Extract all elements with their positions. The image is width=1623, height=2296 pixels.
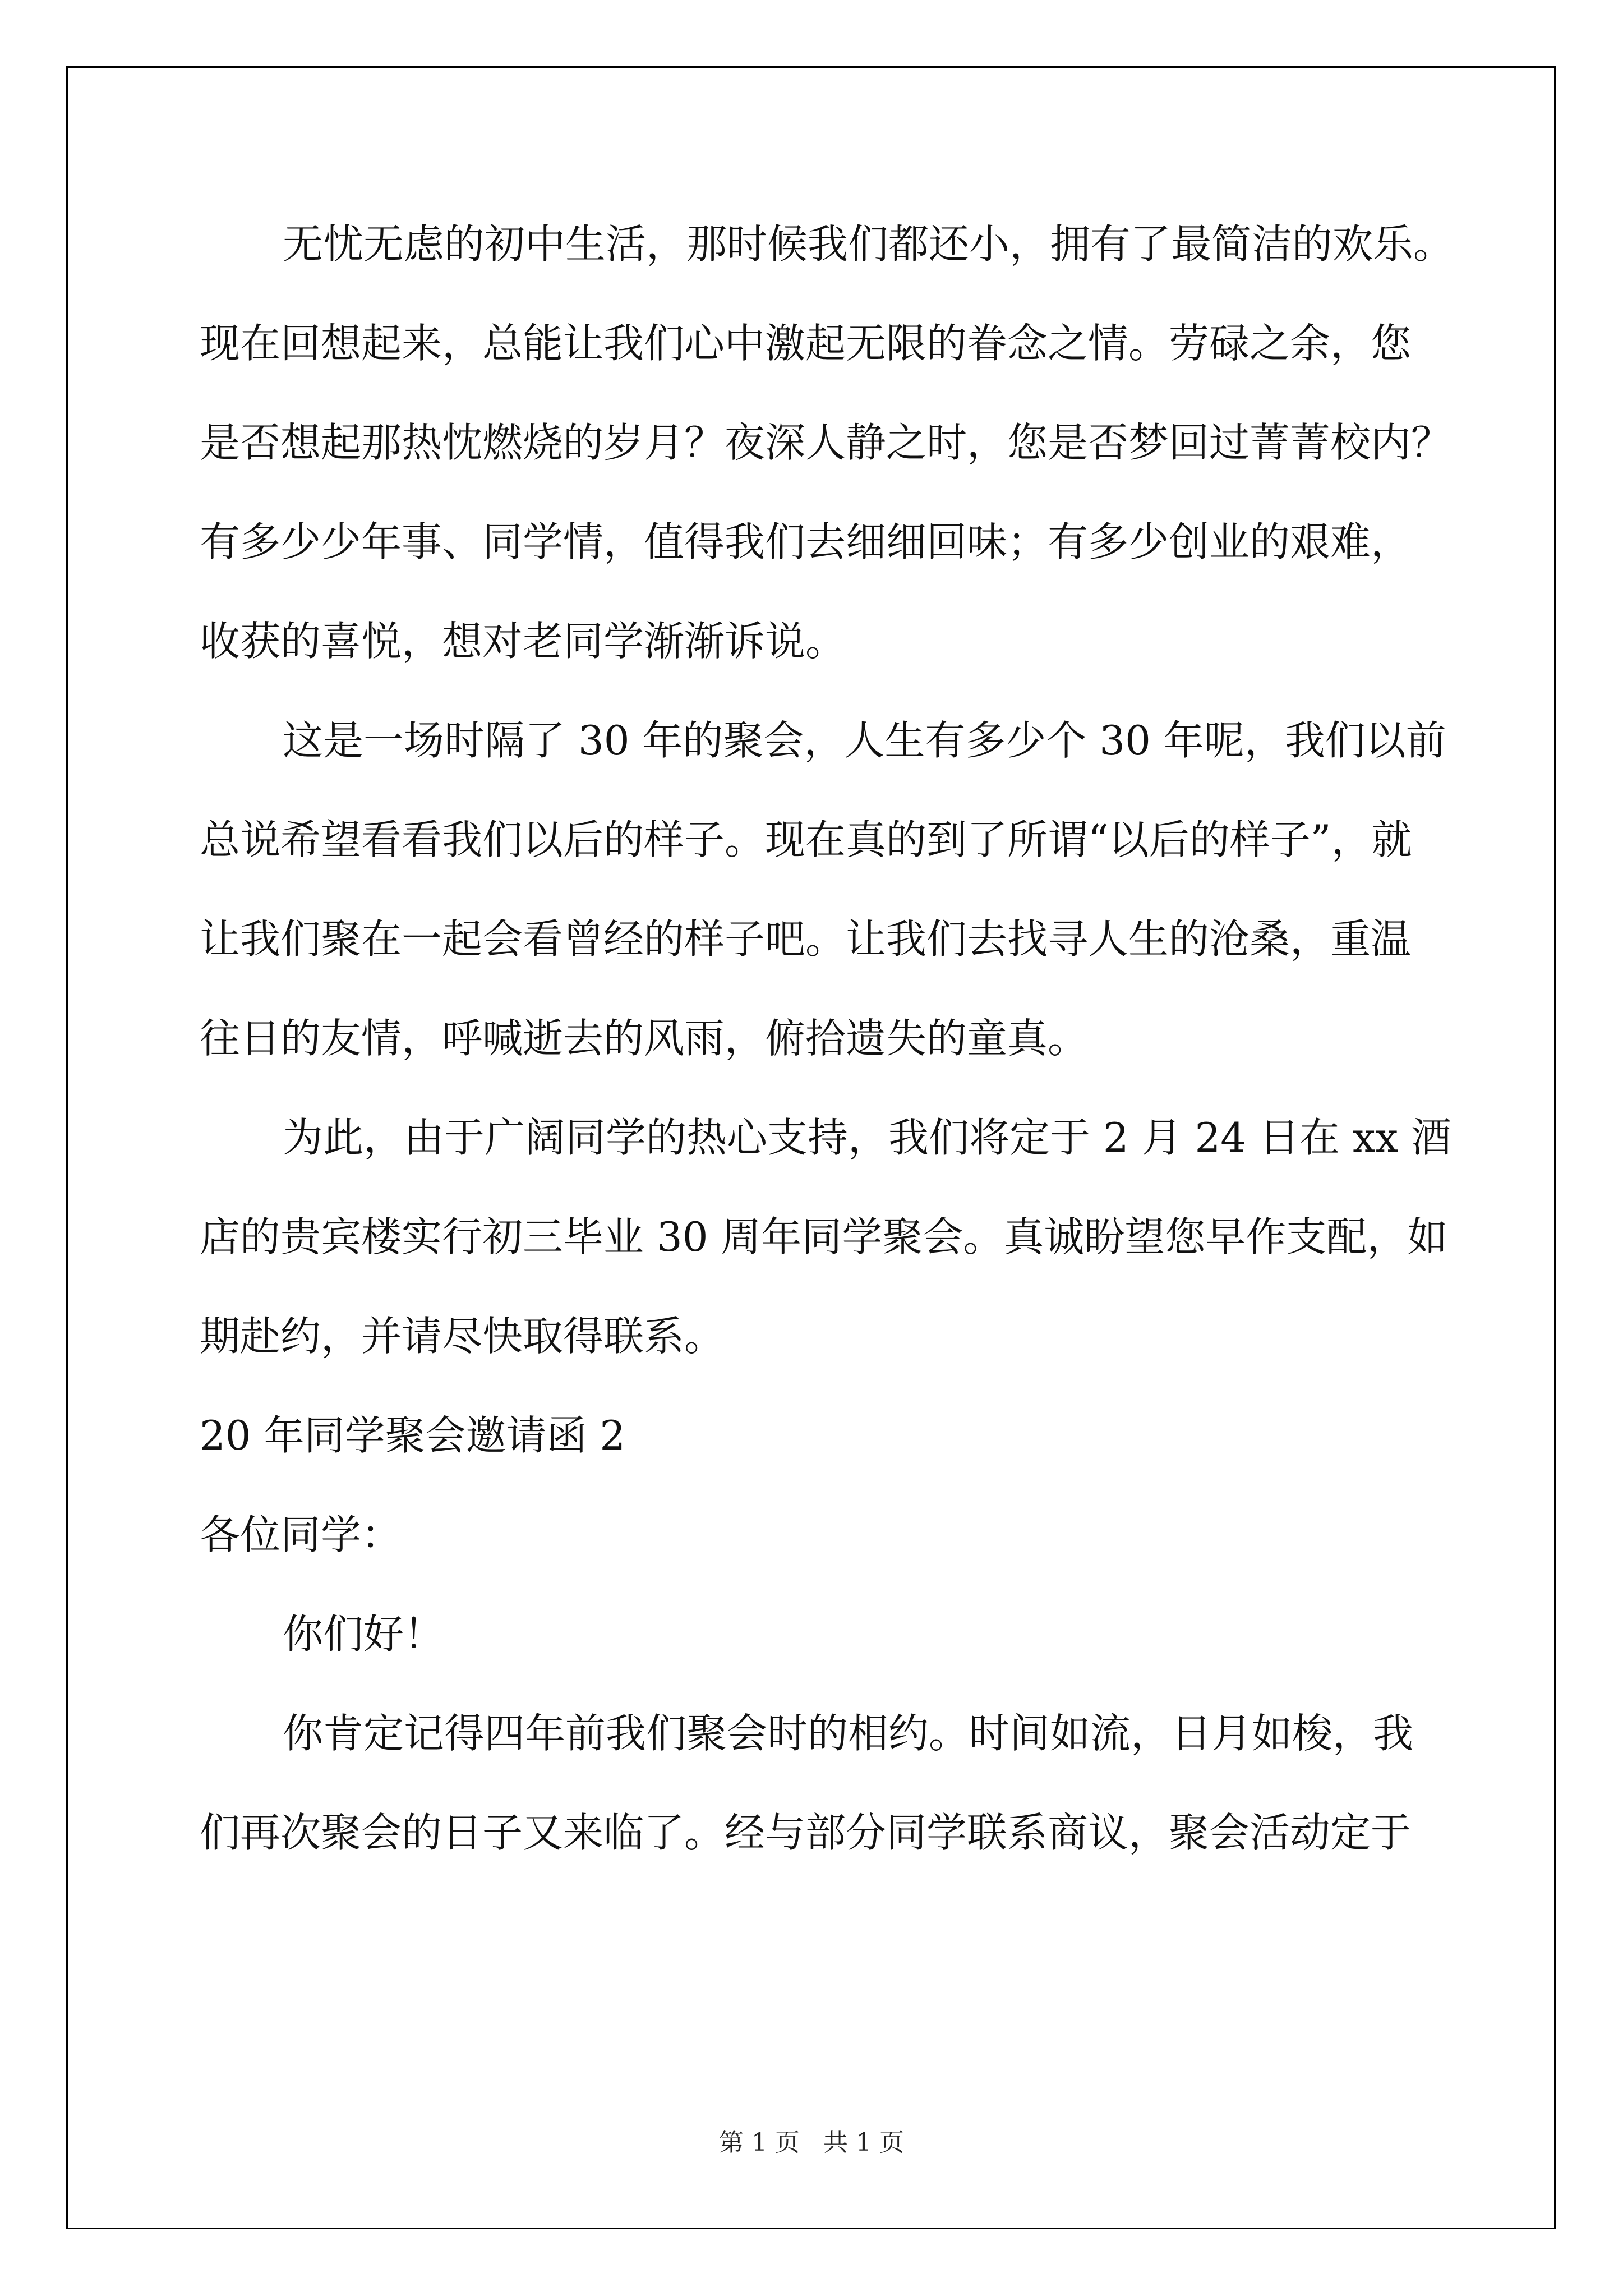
paragraph-line: 为此，由于广阔同学的热心支持，我们将定于 2 月 24 日在 xx 酒	[283, 1114, 1451, 1161]
section-heading: 20 年同学聚会邀请函 2	[200, 1412, 626, 1459]
paragraph-line: 有多少少年事、同学情，值得我们去细细回味；有多少创业的艰难，	[200, 518, 1412, 565]
paragraph-line: 是否想起那热忱燃烧的岁月？夜深人静之时，您是否梦回过菁菁校内？	[200, 419, 1452, 466]
paragraph-line: 这是一场时隔了 30 年的聚会，人生有多少个 30 年呢，我们以前	[283, 717, 1446, 764]
paragraph-line: 收获的喜悦，想对老同学渐渐诉说。	[200, 618, 846, 665]
paragraph-line: 无忧无虑的初中生活，那时候我们都还小，拥有了最简洁的欢乐。	[283, 220, 1454, 268]
page-number-total: 共 1 页	[823, 2128, 904, 2157]
paragraph-line: 们再次聚会的日子又来临了。经与部分同学联系商议，聚会活动定于	[200, 1809, 1412, 1856]
paragraph-line: 总说希望看看我们以后的样子。现在真的到了所谓“以后的样子”，就	[200, 816, 1412, 863]
salutation: 各位同学：	[200, 1511, 402, 1558]
greeting: 你们好！	[283, 1611, 445, 1658]
paragraph-line: 让我们聚在一起会看曾经的样子吧。让我们去找寻人生的沧桑，重温	[200, 915, 1412, 963]
document-body	[200, 213, 1478, 1901]
paragraph-line: 现在回想起来，总能让我们心中激起无限的眷念之情。劳碌之余，您	[200, 320, 1412, 367]
page-footer	[0, 2126, 1623, 2160]
page-number-current: 第 1 页	[719, 2128, 800, 2157]
paragraph-line: 你肯定记得四年前我们聚会时的相约。时间如流，日月如梭，我	[283, 1710, 1414, 1757]
paragraph-line: 期赴约，并请尽快取得联系。	[200, 1313, 725, 1360]
paragraph-line: 往日的友情，呼喊逝去的风雨，俯拾遗失的童真。	[200, 1015, 1089, 1062]
paragraph-line: 店的贵宾楼实行初三毕业 30 周年同学聚会。真诚盼望您早作支配，如	[200, 1213, 1448, 1260]
